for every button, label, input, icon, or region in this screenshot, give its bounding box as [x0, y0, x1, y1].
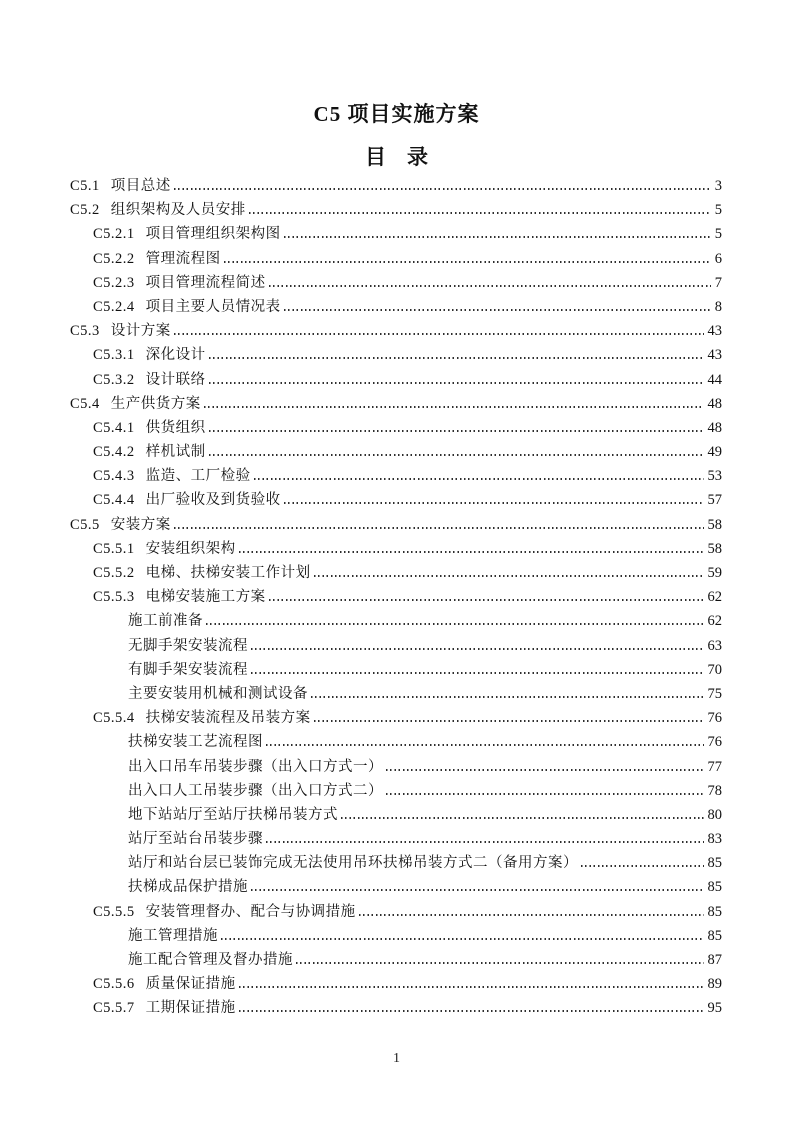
toc-entry-page: 48 [707, 395, 722, 412]
toc-leader-dots [311, 696, 704, 698]
toc-entry-number: C5.5.5 [93, 903, 135, 920]
toc-leader-dots [314, 720, 704, 722]
toc-entry-label: 施工管理措施 [128, 927, 218, 944]
toc-entry[interactable] [70, 948, 722, 972]
toc-leader-dots [269, 285, 711, 287]
toc-entry-page: 62 [707, 613, 722, 630]
toc-entry-page: 85 [707, 855, 722, 872]
toc-leader-dots [209, 430, 704, 432]
toc-entry-label: 扶梯成品保护措施 [128, 879, 248, 896]
toc-entry[interactable] [70, 585, 722, 609]
toc-entry-label: 出入口吊车吊装步骤（出入口方式一） [128, 758, 383, 775]
toc-entry-label: 站厅至站台吊装步骤 [128, 831, 263, 848]
toc-entry-label: 安装管理督办、配合与协调措施 [145, 903, 356, 920]
toc-entry[interactable] [70, 972, 722, 996]
toc-entry-page: 44 [707, 371, 722, 388]
toc-entry-page: 77 [707, 758, 722, 775]
toc-entry-label: 样机试制 [145, 444, 206, 461]
footer-page-number: 1 [393, 1051, 400, 1066]
toc-entry[interactable] [70, 247, 722, 271]
toc-entry-page: 58 [707, 516, 722, 533]
toc-leader-dots [206, 623, 704, 625]
toc-entry-page: 75 [707, 685, 722, 702]
toc-entry-number: C5.5.7 [93, 1000, 135, 1017]
toc-entry-number: C5.4.1 [93, 419, 135, 436]
toc-entry[interactable] [70, 730, 722, 754]
toc-leader-dots [386, 793, 704, 795]
toc-leader-dots [204, 406, 704, 408]
toc-entry-number: C5.2.2 [93, 250, 135, 267]
toc-leader-dots [249, 212, 711, 214]
toc-leader-dots [269, 599, 704, 601]
toc-entry[interactable] [70, 875, 722, 899]
toc-leader-dots [266, 841, 704, 843]
toc-entry-page: 63 [707, 637, 722, 654]
toc-leader-dots [254, 478, 704, 480]
toc-entry-label: 扶梯安装流程及吊装方案 [145, 710, 311, 727]
toc-entry[interactable] [70, 440, 722, 464]
toc-entry[interactable] [70, 343, 722, 367]
toc-leader-dots [209, 357, 704, 359]
toc-entry-number: C5.2.1 [93, 226, 135, 243]
toc-entry-page: 5 [714, 226, 722, 243]
toc-entry-page: 3 [714, 178, 722, 194]
toc-entry-label: 施工配合管理及督办措施 [128, 952, 293, 968]
toc-entry-number: C5.2 [70, 202, 100, 219]
toc-entry-page: 58 [707, 540, 722, 557]
toc-entry[interactable] [70, 198, 722, 222]
toc-entry[interactable] [70, 271, 722, 295]
toc-entry-number: C5.1 [70, 178, 100, 194]
toc-entry-label: 出入口人工吊装步骤（出入口方式二） [128, 782, 383, 799]
toc-entry-number: C5.5 [70, 516, 100, 533]
toc-entry-page: 85 [707, 903, 722, 920]
toc-leader-dots [296, 962, 704, 964]
toc-leader-dots [359, 914, 704, 916]
toc-entry-label: 监造、工厂检验 [145, 468, 251, 485]
toc-entry-page: 76 [707, 734, 722, 751]
toc-entry-page: 70 [707, 661, 722, 678]
toc-entry-label: 主要安装用机械和测试设备 [128, 685, 308, 702]
toc-leader-dots [284, 309, 711, 311]
toc-entry-label: 项目管理组织架构图 [145, 226, 281, 243]
toc-entry-label: 设计方案 [110, 323, 171, 340]
toc-entry-page: 83 [707, 831, 722, 848]
toc-heading: 目 录 [365, 145, 428, 169]
toc-entry[interactable] [70, 174, 722, 198]
toc-entry-label: 深化设计 [145, 347, 206, 364]
toc-entry-number: C5.5.4 [93, 710, 135, 727]
toc-entry-label: 电梯、扶梯安装工作计划 [145, 565, 311, 581]
toc-entry-page: 8 [714, 298, 722, 315]
toc-entry-number: C5.4 [70, 395, 100, 412]
toc-leader-dots [341, 817, 704, 819]
toc-leader-dots [209, 454, 704, 456]
toc-leader-dots [314, 575, 704, 577]
toc-entry-page: 89 [707, 976, 722, 993]
toc-entry-number: C5.5.1 [93, 540, 135, 557]
toc-leader-dots [174, 188, 711, 190]
toc-entry-label: 供货组织 [145, 419, 206, 436]
toc-entry[interactable] [70, 392, 722, 416]
toc-leader-dots [209, 382, 704, 384]
toc-entry-number: C5.4.2 [93, 444, 135, 461]
toc-entry-page: 6 [714, 250, 722, 267]
toc-entry-label: 施工前准备 [128, 613, 203, 630]
toc-entry-label: 电梯安装施工方案 [145, 589, 266, 606]
toc-entry-number: C5.5.2 [93, 565, 135, 581]
toc-entry-page: 5 [714, 202, 722, 219]
toc-entry-page: 76 [707, 710, 722, 727]
toc-entry[interactable] [70, 682, 722, 706]
toc-entry[interactable] [70, 561, 722, 585]
toc-entry[interactable] [70, 222, 722, 246]
toc-list [70, 174, 722, 1021]
toc-entry[interactable] [70, 295, 722, 319]
toc-entry-number: C5.3.1 [93, 347, 135, 364]
toc-leader-dots [386, 769, 704, 771]
toc-entry[interactable] [70, 706, 722, 730]
toc-entry-number: C5.5.6 [93, 976, 135, 993]
toc-entry-label: 组织架构及人员安排 [110, 202, 246, 219]
toc-entry[interactable] [70, 464, 722, 488]
toc-entry-label: 扶梯安装工艺流程图 [128, 734, 263, 751]
toc-entry[interactable] [70, 416, 722, 440]
toc-leader-dots [174, 333, 704, 335]
toc-entry[interactable] [70, 851, 722, 875]
toc-leader-dots [251, 672, 704, 674]
toc-entry-page: 43 [707, 323, 722, 340]
toc-entry-page: 95 [707, 1000, 722, 1017]
toc-entry[interactable] [70, 996, 722, 1020]
toc-entry-label: 设计联络 [145, 371, 206, 388]
toc-leader-dots [251, 889, 704, 891]
toc-entry-label: 管理流程图 [145, 250, 221, 267]
toc-entry[interactable] [70, 609, 722, 633]
toc-entry[interactable] [70, 924, 722, 948]
toc-entry-page: 43 [707, 347, 722, 364]
toc-entry[interactable] [70, 537, 722, 561]
toc-entry-page: 78 [707, 782, 722, 799]
toc-entry[interactable] [70, 755, 722, 779]
toc-leader-dots [221, 938, 704, 940]
toc-entry-page: 87 [707, 952, 722, 968]
toc-entry-number: C5.3.2 [93, 371, 135, 388]
toc-entry[interactable] [70, 827, 722, 851]
toc-entry-label: 项目总述 [110, 178, 171, 194]
toc-entry-page: 85 [707, 879, 722, 896]
toc-entry[interactable] [70, 900, 722, 924]
toc-entry-number: C5.5.3 [93, 589, 135, 606]
toc-entry-label: 无脚手架安装流程 [128, 637, 248, 654]
toc-entry-number: C5.2.4 [93, 298, 135, 315]
toc-entry-label: 安装组织架构 [145, 540, 236, 557]
toc-entry-label: 有脚手架安装流程 [128, 661, 248, 678]
toc-entry[interactable] [70, 779, 722, 803]
toc-leader-dots [174, 527, 704, 529]
toc-entry-page: 53 [707, 468, 722, 485]
toc-entry-page: 80 [707, 806, 722, 823]
document-title: C5 项目实施方案 [313, 102, 480, 126]
toc-leader-dots [239, 1010, 704, 1012]
toc-entry-label: 项目管理流程简述 [145, 274, 266, 291]
toc-leader-dots [581, 865, 704, 867]
toc-entry[interactable] [70, 513, 722, 537]
toc-entry-page: 7 [714, 274, 722, 291]
toc-entry[interactable] [70, 319, 722, 343]
toc-entry-label: 工期保证措施 [145, 1000, 236, 1017]
toc-entry[interactable] [70, 658, 722, 682]
toc-entry[interactable] [70, 634, 722, 658]
toc-entry-label: 质量保证措施 [145, 976, 236, 993]
toc-leader-dots [239, 986, 704, 988]
toc-leader-dots [251, 648, 704, 650]
toc-leader-dots [239, 551, 704, 553]
toc-entry-label: 项目主要人员情况表 [145, 298, 281, 315]
toc-entry-page: 62 [707, 589, 722, 606]
toc-leader-dots [266, 744, 704, 746]
toc-entry-label: 出厂验收及到货验收 [145, 492, 281, 509]
toc-leader-dots [284, 502, 704, 504]
toc-entry-page: 59 [707, 565, 722, 581]
toc-entry-label: 安装方案 [110, 516, 171, 533]
toc-entry[interactable] [70, 803, 722, 827]
toc-entry-page: 49 [707, 444, 722, 461]
toc-entry-label: 生产供货方案 [110, 395, 201, 412]
toc-leader-dots [284, 236, 711, 238]
toc-entry[interactable] [70, 488, 722, 512]
toc-entry-page: 85 [707, 927, 722, 944]
toc-leader-dots [224, 261, 711, 263]
toc-entry-label: 站厅和站台层已装饰完成无法使用吊环扶梯吊装方式二（备用方案） [128, 855, 578, 872]
toc-entry-page: 57 [707, 492, 722, 509]
toc-entry-label: 地下站站厅至站厅扶梯吊装方式 [128, 806, 338, 823]
toc-entry-page: 48 [707, 419, 722, 436]
toc-entry[interactable] [70, 368, 722, 392]
toc-entry-number: C5.2.3 [93, 274, 135, 291]
toc-entry-number: C5.4.3 [93, 468, 135, 485]
toc-entry-number: C5.4.4 [93, 492, 135, 509]
toc-entry-number: C5.3 [70, 323, 100, 340]
